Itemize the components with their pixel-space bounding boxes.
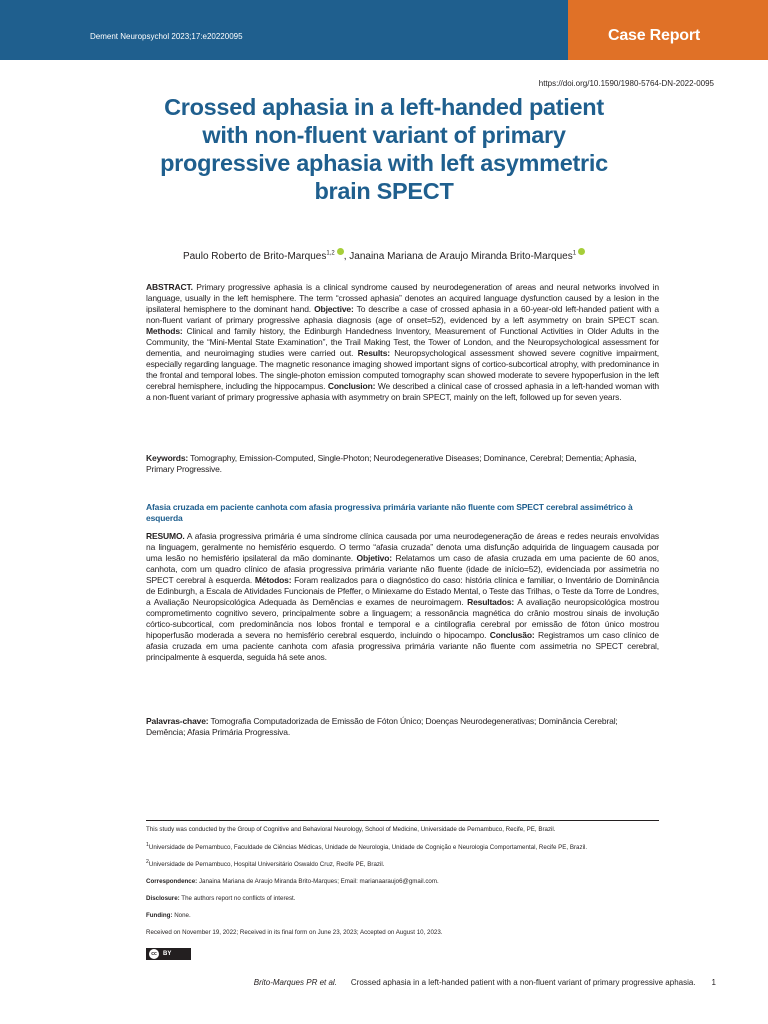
abstract-text: Foram realizados para o diagnóstico do caso: história clínica e familiar, o Inventário de Dominância de Edinburgh, a Escala de Atividades Funcionais de Pfeffer, o Miniexame do Estado Mental, o Teste das Trilhas, o Teste da Torre de Londres, a Avaliação Neuropsicológica Adequada às Demências e exames de neuroimagem. <box>146 575 659 607</box>
footer-title: Crossed aphasia in a left-handed patient with a non-fluent variant of primary progressive aphasia. <box>350 978 696 987</box>
footnote-divider <box>146 820 659 821</box>
license-text: BY <box>163 951 172 957</box>
affiliation-text: Universidade de Pernambuco, Hospital Universitário Oswaldo Cruz, Recife PE, Brazil. <box>148 861 385 869</box>
disclosure-label: Disclosure: <box>146 895 180 902</box>
keywords-label: Palavras-chave: <box>146 716 209 726</box>
abstract-text: Relatamos um caso de afasia cruzada em uma paciente de 60 anos, canhota, com um quadro clínico de afasia progressiva primária variante não fluente (idade de início=52), evidenciada por assimetria no SPECT cerebral à esquerda. <box>146 553 659 585</box>
correspondence-text: Janaina Mariana de Araujo Miranda Brito-Marques; Email: marianaaraujo6@gmail.com. <box>197 878 439 885</box>
conclusion-label: Conclusion: <box>327 381 376 391</box>
footer-author: Brito-Marques PR et al. <box>253 978 337 987</box>
orcid-icon[interactable] <box>578 248 585 255</box>
section-label: Case Report <box>607 27 701 44</box>
results-label: Results: <box>357 348 390 358</box>
objective-label: Objective: <box>314 304 354 314</box>
keywords-label: Keywords: <box>146 453 189 463</box>
funding-note <box>146 912 191 919</box>
conclusion-label: Conclusão: <box>489 630 535 640</box>
correspondence-note <box>146 878 439 885</box>
abstract-text: To describe a case of crossed aphasia in a 60-year-old left-handed patient with a non-fluent variant of primary progressive aphasia diagnosis (age of onset=52), evidenced by a left asymmetry on brain SPECT scan. <box>146 304 659 325</box>
abstract-text: Primary progressive aphasia is a clinical syndrome caused by neurodegeneration of areas and neural networks involved in language, usually in the left hemisphere. The term “crossed aphasia” denotes an acquired language dysfunction caused by a lesion in the ipsilateral hemisphere to the dominant hand. <box>146 282 659 314</box>
abstract-text: A afasia progressiva primária é uma síndrome clínica causada por uma neurodegeneração de áreas e redes neurais envolvidas na linguagem, geralmente no hemisfério esquerdo. O termo “afasia cruzada” denota uma disfunção adquirida de linguagem causada por uma lesão no hemisfério ipsilateral da mão dominante. <box>146 531 659 563</box>
resumo-label: RESUMO. <box>146 531 185 541</box>
disclosure-note <box>146 895 296 902</box>
funding-label: Funding: <box>146 912 173 919</box>
methods-label: Methods: <box>146 326 183 336</box>
dates-note: Received on November 19, 2022; Received in its final form on June 23, 2023; Accepted on August 10, 2023. <box>146 929 443 936</box>
abstract-label: ABSTRACT. <box>146 282 193 292</box>
disclosure-text: The authors report no conflicts of interest. <box>179 895 296 902</box>
page-footer <box>254 978 716 987</box>
methods-label: Métodos: <box>254 575 292 585</box>
journal-header-bar <box>0 0 768 60</box>
keywords-english <box>146 453 659 475</box>
author-name: Janaina Mariana de Araujo Miranda Brito-Marques <box>349 251 573 262</box>
keywords-text: Tomography, Emission-Computed, Single-Photon; Neurodegenerative Diseases; Dominance, Cerebral; Dementia; Aphasia, Primary Progressive. <box>146 453 637 474</box>
study-note: This study was conducted by the Group of Cognitive and Behavioral Neurology, School of Medicine, Universidade de Pernambuco, Recife, PE, Brazil. <box>146 826 556 833</box>
abstract-text: Neuropsychological assessment showed severe cognitive impairment, especially regarding language. The magnetic resonance imaging showed important signs of cortico-subcortical atrophy, with predominance in the frontal and temporal lobes. The single-photon emission computed tomography scan showed moderate to severe hypoperfusion in the left cerebral hemisphere, including the hippocampus. <box>146 348 659 391</box>
orcid-icon[interactable] <box>337 248 344 255</box>
abstract-text: Registramos um caso clínico de afasia cruzada em uma paciente canhota com afasia progressiva primária variante não fluente com assimetria no SPECT cerebral, principalmente à esquerda, seguida há sete anos. <box>146 630 659 662</box>
author-list <box>120 248 648 262</box>
abstract-text: Clinical and family history, the Edinburgh Handedness Inventory, Measurement of Functional Activities in Older Adults in the Community, the “Mini-Mental State Examination”, the Trail Making Test, the Tower of London, and the Neuropsychological assessment for dementia, and neuroimaging studies were carried out. <box>146 326 659 358</box>
affiliation-1 <box>146 842 587 851</box>
page-number: 1 <box>711 978 716 987</box>
abstract-portuguese <box>146 531 659 663</box>
results-label: Resultados: <box>467 597 515 607</box>
keywords-text: Tomografia Computadorizada de Emissão de Fóton Único; Doenças Neurodegenerativas; Dominância Cerebral; Demência; Afasia Primária Progressiva. <box>146 716 618 737</box>
objective-label: Objetivo: <box>356 553 392 563</box>
article-title: Crossed aphasia in a left-handed patient with non-fluent variant of primary progressive aphasia with left asymmetric brain SPECT <box>160 94 608 204</box>
abstract-english <box>146 282 659 403</box>
section-tab <box>568 0 768 60</box>
author-name: Paulo Roberto de Brito-Marques <box>182 251 327 262</box>
cc-license-badge[interactable] <box>146 948 191 960</box>
funding-text: None. <box>172 912 191 919</box>
portuguese-title: Afasia cruzada em paciente canhota com afasia progressiva primária variante não fluente com SPECT cerebral assimétrico à esquerda <box>146 502 633 523</box>
affiliation-2 <box>146 859 384 868</box>
author-separator: , <box>343 251 350 262</box>
journal-reference: Dement Neuropsychol 2023;17:e20220095 <box>90 32 243 41</box>
affiliation-number: 1 <box>146 842 149 848</box>
creative-commons-icon: cc <box>149 949 159 959</box>
abstract-text: A avaliação neuropsicológica mostrou comprometimento cognitivo severo, principalmente sobre a linguagem; a ressonância magnética do crânio mostrou sinais de involução córtico-subcortical, com predominância nos lobos frontal e temporal e a cintilografia cerebral por emissão de fóton único mostrou hipoperfusão moderada a severa no hemisfério cerebral esquerdo, incluindo o hipocampo. <box>146 597 659 640</box>
abstract-text: We described a clinical case of crossed aphasia in a left-handed woman with a non-fluent variant of primary progressive aphasia with asymmetry on brain SPECT, mainly on the left, followed up for seven years. <box>146 381 659 402</box>
affiliation-marker: 1 <box>572 250 577 257</box>
affiliation-text: Universidade de Pernambuco, Faculdade de Ciências Médicas, Unidade de Neurologia, Unidade de Cognição e Neurologia Comportamental, Recife PE, Brazil. <box>148 844 588 852</box>
affiliation-number: 2 <box>146 859 149 865</box>
affiliation-marker: 1,2 <box>326 250 335 257</box>
correspondence-label: Correspondence: <box>146 878 198 885</box>
doi-link[interactable]: https://doi.org/10.1590/1980-5764-DN-2022-0095 <box>538 79 714 88</box>
keywords-portuguese <box>146 716 659 738</box>
